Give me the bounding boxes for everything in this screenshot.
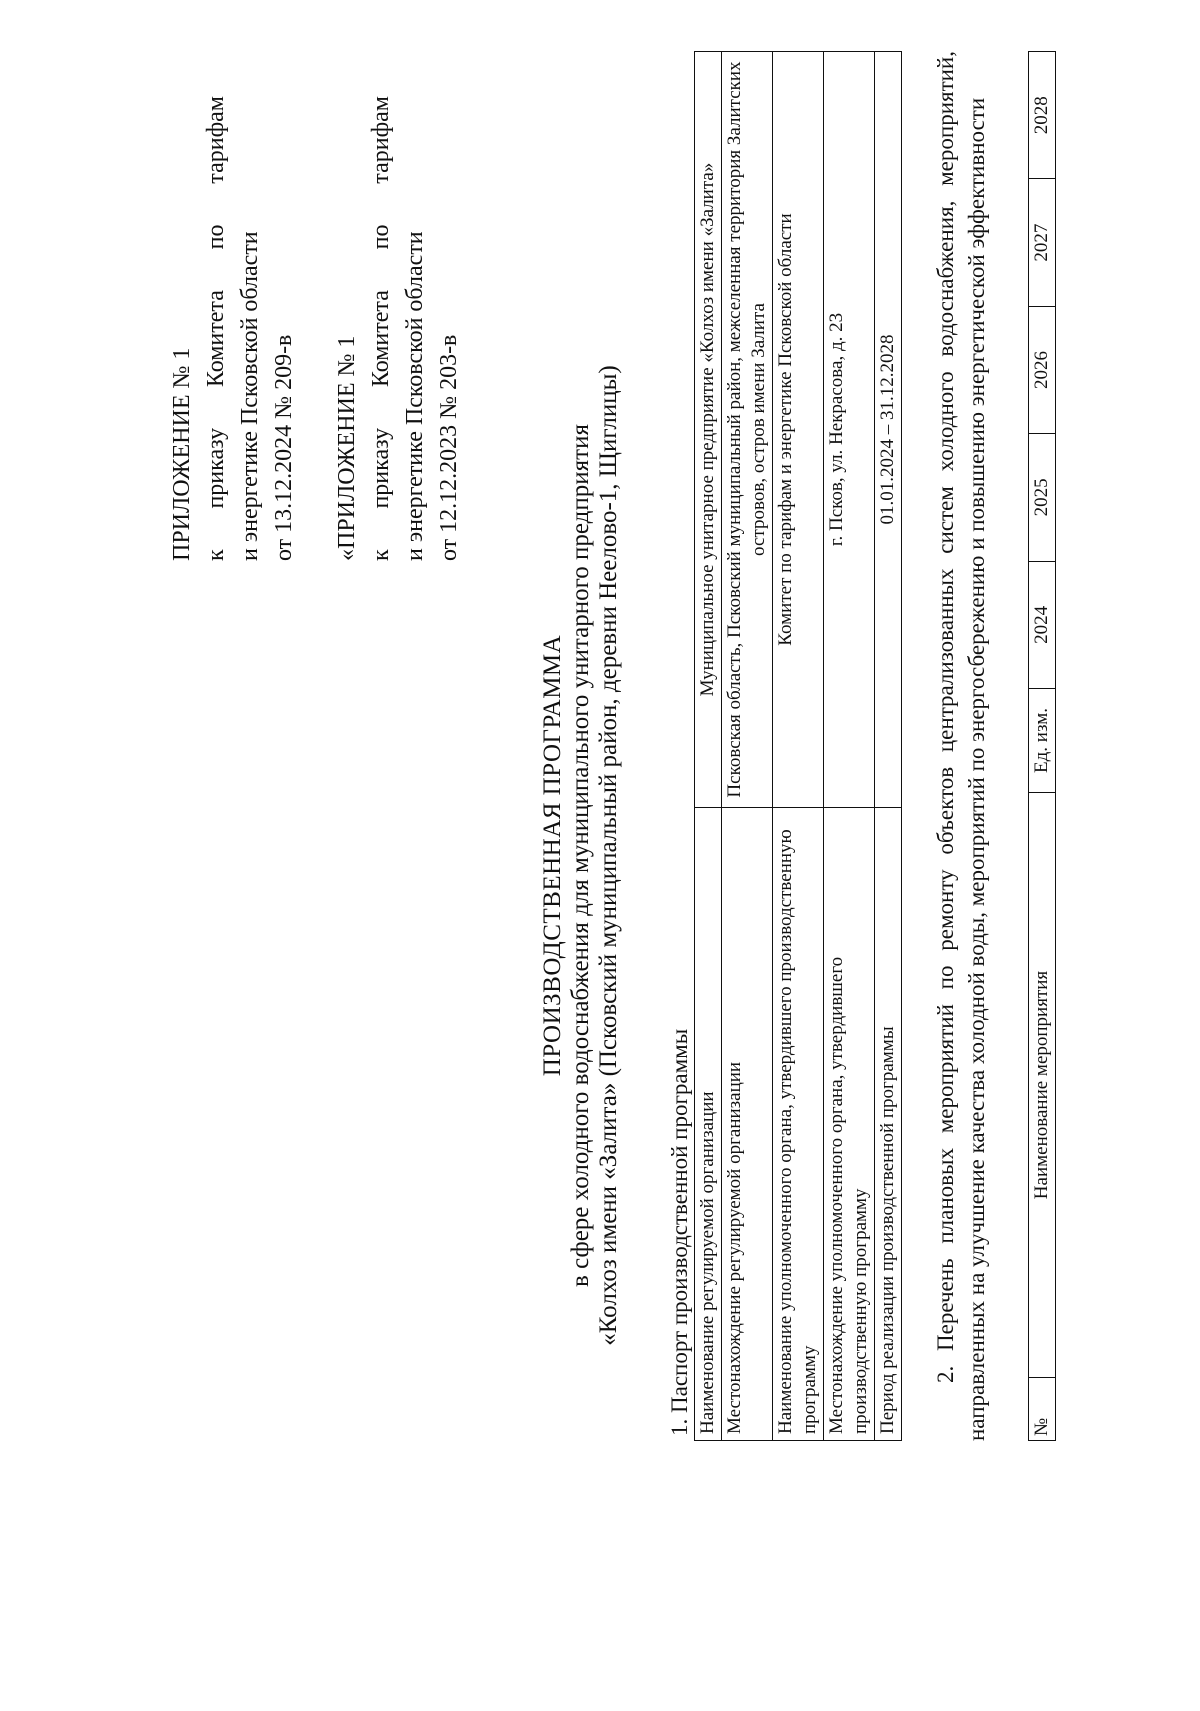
appendix-title: ПРИЛОЖЕНИЕ № 1 <box>169 347 195 561</box>
column-header-year: 2026 <box>1029 306 1056 433</box>
program-subtitle: в сфере холодного водоснабжения для муниципального унитарного предприятия <box>567 424 594 1287</box>
section2-heading: 2. Перечень плановых мероприятий по ремонту объектов централизованных систем холодного водоснабжения, мероприятий, направленных на улучшение качества холодной воды, мероприятий по энергосбережению и повышению энергетической эффективности <box>933 51 989 1441</box>
measures-table <box>1028 51 1056 1441</box>
passport-value: Псковская область, Псковский муниципальный район, межселенная территория Залитских островов, остров имени Залита <box>722 52 773 808</box>
column-header-number: № <box>1029 1378 1056 1441</box>
appendix-word: к <box>368 549 394 561</box>
appendix-word: тарифам <box>203 96 229 184</box>
column-header-year: 2025 <box>1029 434 1056 561</box>
passport-value: 01.01.2024 – 31.12.2028 <box>875 52 902 808</box>
passport-value: г. Псков, ул. Некрасова, д. 23 <box>824 52 875 808</box>
appendix-word: приказу <box>203 427 229 509</box>
passport-value: Муниципальное унитарное предприятие «Колхоз имени «Залита» <box>695 52 722 808</box>
appendix-line1 <box>199 96 233 561</box>
passport-label: Наименование регулируемой организации <box>695 808 722 1441</box>
passport-label: Наименование уполномоченного органа, утвердившего производственную программу <box>773 808 824 1441</box>
appendix-word: приказу <box>368 427 394 509</box>
program-subtitle: «Колхоз имени «Залита» (Псковский муниципальный район, деревни Неелово-1, Щиглицы) <box>595 365 622 1346</box>
appendix-line2: и энергетике Псковской области <box>402 231 428 561</box>
appendix-line3: от 12.12.2023 № 203-в <box>436 334 462 561</box>
appendix-word: по <box>368 224 394 250</box>
passport-table <box>694 51 902 1441</box>
column-header-year: 2024 <box>1029 561 1056 688</box>
passport-value: Комитет по тарифам и энергетике Псковской области <box>773 52 824 808</box>
appendix-current <box>165 96 301 561</box>
column-header-year: 2028 <box>1029 52 1056 179</box>
appendix-line2: и энергетике Псковской области <box>237 231 263 561</box>
section1-heading: 1. Паспорт производственной программы <box>667 1028 692 1436</box>
passport-label: Местонахождение уполномоченного органа, утвердившего производственную программу <box>824 808 875 1441</box>
table-row <box>722 52 773 1441</box>
table-row <box>824 52 875 1441</box>
appendix-line3: от 13.12.2024 № 209-в <box>271 334 297 561</box>
appendix-line1 <box>364 96 398 561</box>
appendix-word: к <box>203 549 229 561</box>
appendix-word: Комитета <box>368 290 394 388</box>
column-header-unit: Ед. изм. <box>1029 689 1056 793</box>
passport-label: Местонахождение регулируемой организации <box>722 808 773 1441</box>
appendix-word: тарифам <box>368 96 394 184</box>
passport-label: Период реализации производственной программы <box>875 808 902 1441</box>
column-header-year: 2027 <box>1029 179 1056 306</box>
table-row <box>773 52 824 1441</box>
table-header-row <box>1029 52 1056 1441</box>
appendix-title: «ПРИЛОЖЕНИЕ № 1 <box>334 335 360 561</box>
table-row <box>695 52 722 1441</box>
table-row <box>875 52 902 1441</box>
program-title: ПРОИЗВОДСТВЕННАЯ ПРОГРАММА <box>539 634 566 1077</box>
column-header-name: Наименование мероприятия <box>1029 793 1056 1378</box>
appendix-word: Комитета <box>203 290 229 388</box>
appendix-previous <box>330 96 466 561</box>
appendix-word: по <box>203 224 229 250</box>
